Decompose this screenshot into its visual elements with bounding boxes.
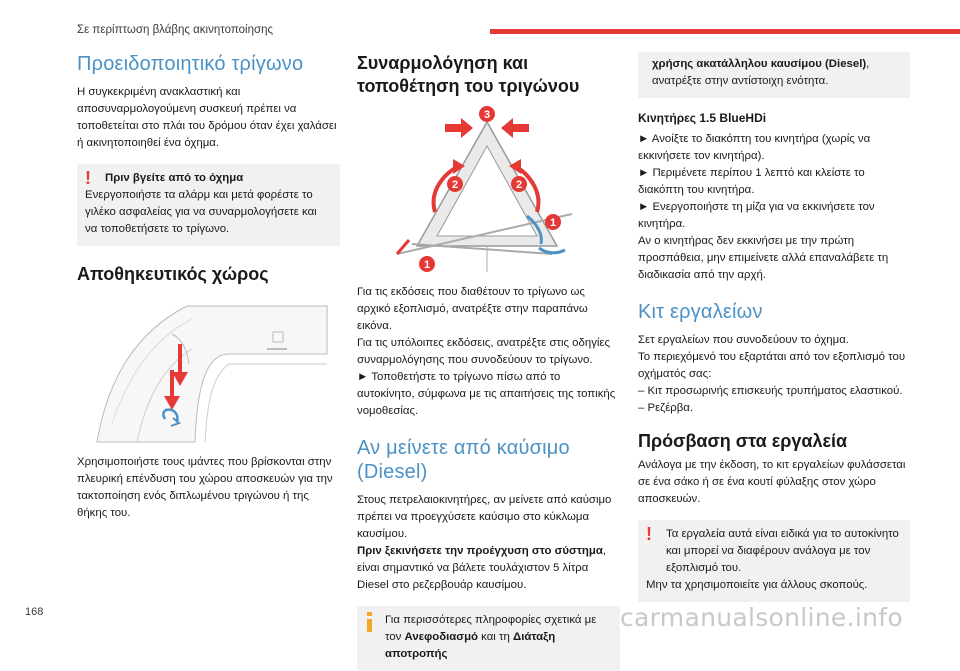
- svg-text:3: 3: [483, 109, 491, 121]
- trunk-straps-figure: [77, 294, 340, 444]
- access-text: Ανάλογα με την έκδοση, το κιτ εργαλείων φυλάσσεται σε ένα σάκο ή σε ένα κουτί φύλαξης στον χώρο αποσκευών.: [638, 459, 906, 505]
- heading-tool-kit: Κιτ εργαλείων: [638, 301, 763, 323]
- fuel-priming-text: Πριν ξεκινήσετε την προέγχυση στο σύστημα, είναι σημαντικό να βάλετε τουλάχιστον 5 λίτρα Diesel στο ρεζερβουάρ καυσίμου.: [357, 545, 606, 591]
- warning-box-tools: [638, 520, 910, 602]
- watermark: carmanualsonline.info: [620, 603, 903, 632]
- kit-line-1: Σετ εργαλείων που συνοδεύουν το όχημα.: [638, 334, 849, 346]
- kit-line-2: Το περιεχόμενό του εξαρτάται από τον εξοπλισμό του οχήματός σας:: [638, 351, 906, 380]
- heading-storage: Αποθηκευτικός χώρος: [77, 264, 269, 284]
- engine-step-3: ► Ενεργοποιήστε τη μίζα για να εκκινήσετε τον κινητήρα.: [638, 201, 875, 230]
- column-2: [357, 52, 620, 671]
- heading-assembly: Συναρμολόγηση και τοποθέτηση του τριγώνου: [357, 53, 580, 96]
- svg-text:1: 1: [549, 217, 557, 229]
- callout-2-right: [511, 176, 527, 192]
- heading-engines-bluehdi: Κινητήρες 1.5 BlueHDi: [638, 111, 767, 125]
- tools-warning-1: Τα εργαλεία αυτά είναι ειδικά για το αυτοκίνητο και μπορεί να διαφέρουν ανάλογα με τον εξοπλισμό του.: [666, 528, 899, 574]
- info-icon: [367, 612, 372, 632]
- warning-icon: !: [85, 168, 91, 188]
- kit-item-2: – Ρεζέρβα.: [638, 402, 694, 414]
- engine-step-2: ► Περιμένετε περίπου 1 λεπτό και κλείστε το διακόπτη του κινητήρα.: [638, 167, 865, 196]
- callout-1-right: [545, 214, 561, 230]
- heading-warning-triangle: Προειδοποιητικό τρίγωνο: [77, 53, 304, 75]
- callout-1-left: [419, 256, 435, 272]
- storage-text: Χρησιμοποιήστε τους ιμάντες που βρίσκονται στην πλευρική επένδυση του χώρου αποσκευών για την τακτοποίηση ενός διπλωμένου τριγώνου ή της θήκης του.: [77, 456, 333, 519]
- heading-out-of-fuel: Αν μείνετε από καύσιμο (Diesel): [357, 437, 570, 483]
- triangle-intro: Η συγκεκριμένη ανακλαστική και αποσυναρμολογούμενη συσκευή πρέπει να τοποθετείται στο πλάι του δρόμου όταν έχει χαλάσει ή ακινητοποιηθεί ένα όχημα.: [77, 86, 337, 149]
- column-1: [77, 52, 340, 522]
- assembly-para-2: Για τις υπόλοιπες εκδόσεις, ανατρέξτε στις οδηγίες συναρμολόγησης που συνοδεύουν το τρίγωνο.: [357, 337, 610, 366]
- engine-step-4: Αν ο κινητήρας δεν εκκινήσει με την πρώτη προσπάθεια, μην επιμείνετε αλλά επαναλάβετε τη διαδικασία από την αρχή.: [638, 235, 889, 281]
- fuel-text: Στους πετρελαιοκινητήρες, αν μείνετε από καύσιμο πρέπει να προεγχύσετε καύσιμο στο κύκλωμα καυσίμου.: [357, 494, 612, 540]
- trunk-illustration: [77, 294, 340, 444]
- callout-2-left: [447, 176, 463, 192]
- arrow-icon: [445, 118, 473, 138]
- column-3: [638, 52, 910, 602]
- triangle-assembly-figure: [357, 104, 620, 276]
- heading-tool-access: Πρόσβαση στα εργαλεία: [638, 431, 848, 451]
- warning-title: Πριν βγείτε από το όχημα: [105, 172, 244, 184]
- info-box-fuel-continued: χρήσης ακατάλληλου καυσίμου (Diesel), ανατρέξτε στην αντίστοιχη ενότητα.: [638, 52, 910, 98]
- triangle-assembly-illustration: [357, 104, 620, 276]
- assembly-para-3: ► Τοποθετήστε το τρίγωνο πίσω από το αυτοκίνητο, σύμφωνα με τις απαιτήσεις της τοπικής νομοθεσίας.: [357, 371, 616, 417]
- svg-text:2: 2: [451, 179, 459, 191]
- running-header: Σε περίπτωση βλάβης ακινητοποίησης: [77, 24, 274, 36]
- info-box-fuel: Για περισσότερες πληροφορίες σχετικά με τον Ανεφοδιασμό και τη Διάταξη αποτροπής: [357, 606, 620, 671]
- header-accent-bar: [490, 29, 960, 34]
- warning-icon: !: [646, 524, 652, 544]
- svg-text:1: 1: [423, 259, 431, 271]
- kit-item-1: – Κιτ προσωρινής επισκευής τρυπήματος ελαστικού.: [638, 385, 903, 397]
- page-number: 168: [25, 606, 44, 618]
- svg-text:2: 2: [515, 179, 523, 191]
- warning-box-before-exit: [77, 164, 340, 246]
- arrow-icon: [501, 118, 529, 138]
- engine-step-1: ► Ανοίξτε το διακόπτη του κινητήρα (χωρίς να εκκινήσετε τον κινητήρα).: [638, 133, 871, 162]
- callout-3: [479, 106, 495, 122]
- tools-warning-2: Μην τα χρησιμοποιείτε για άλλους σκοπούς.: [646, 579, 868, 591]
- assembly-para-1: Για τις εκδόσεις που διαθέτουν το τρίγωνο ως αρχικό εξοπλισμό, ανατρέξτε στην παραπάνω εικόνα.: [357, 286, 588, 332]
- warning-text: Ενεργοποιήστε τα αλάρμ και μετά φορέστε το γιλέκο ασφαλείας για να συναρμολογήσετε και να τοποθετήσετε το τρίγωνο.: [85, 189, 317, 235]
